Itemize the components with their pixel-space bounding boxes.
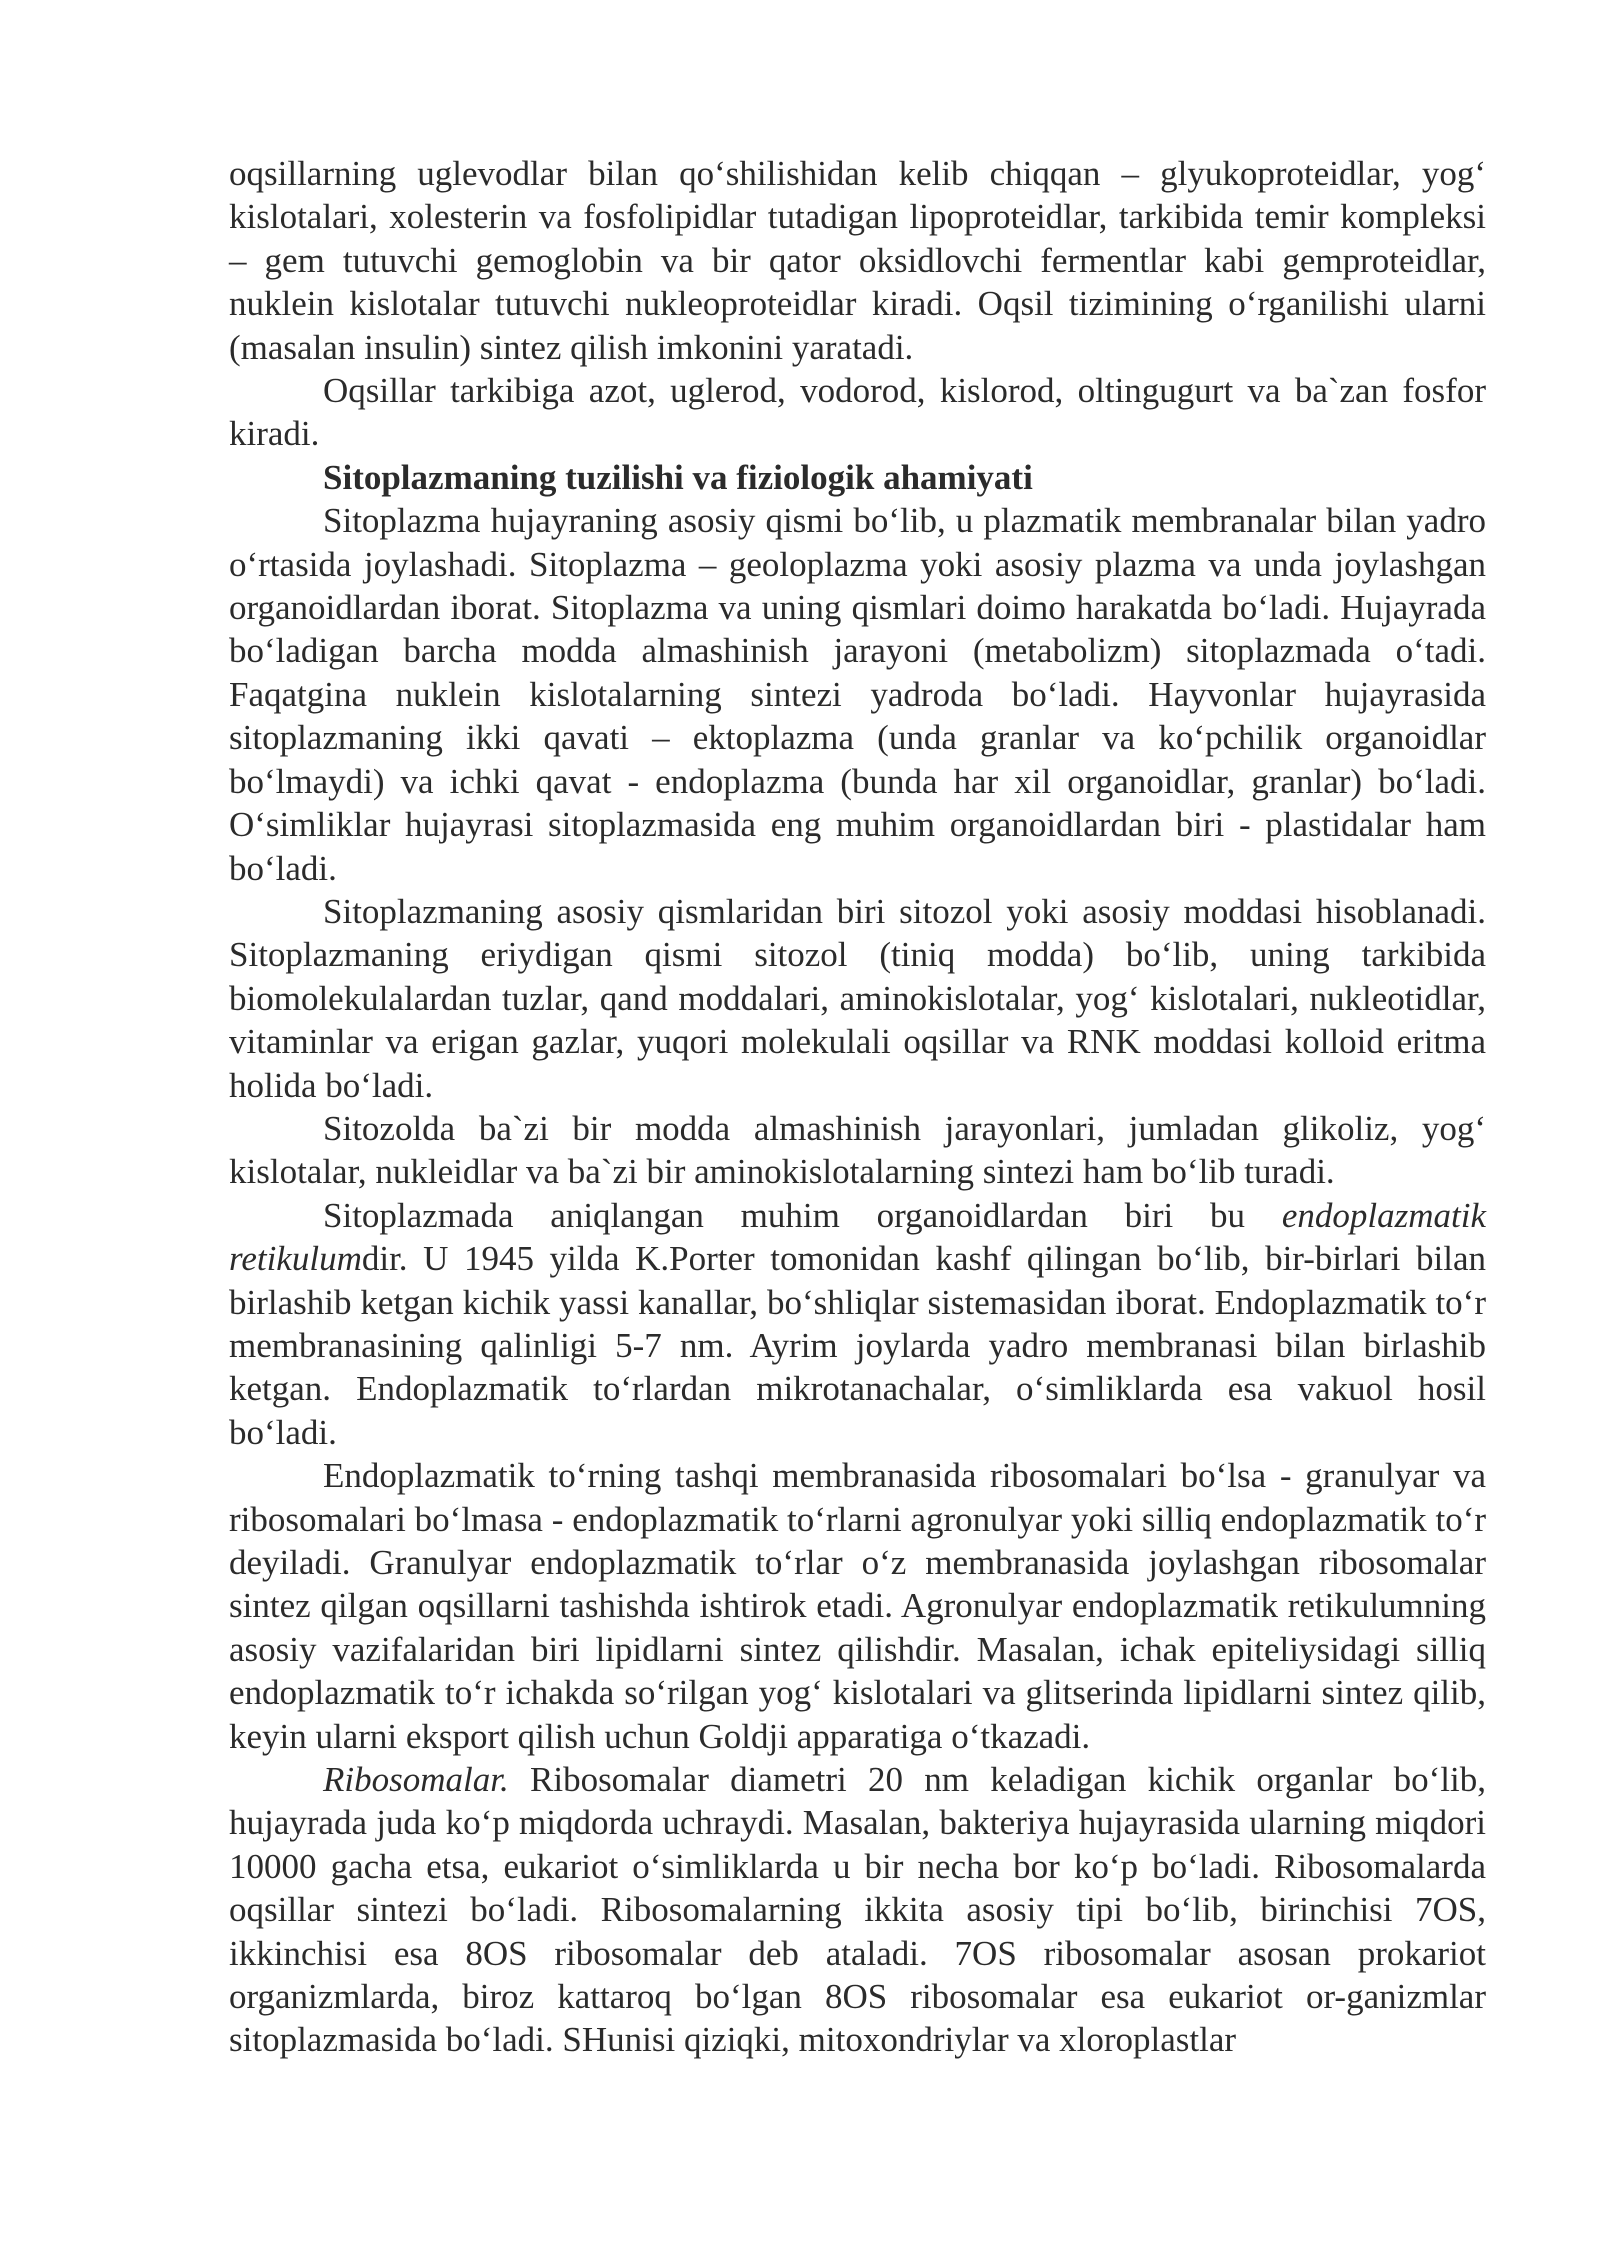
document-page bbox=[229, 152, 1486, 2062]
paragraph-ribosomes bbox=[229, 1758, 1486, 2062]
section-heading-cytoplasm: Sitoplazmaning tuzilishi va fiziologik ahamiyati bbox=[323, 457, 1033, 497]
paragraph-er-types: Endoplazmatik to‘rning tashqi membranasida ribosomalari bo‘lsa - granulyar va ribosomalari bo‘lmasa - endoplazmatik to‘rlarni agronulyar yoki silliq endoplazmatik to‘r deyiladi. Granulyar endoplazmatik to‘rlar o‘z membranasida joylashgan ribosomalar sintez qilgan oqsillarni tashishda ishtirok etadi. Agronulyar endoplazmatik retikulumning asosiy vazifalaridan biri lipidlarni sintez qilishdir. Masalan, ichak epiteliysidagi silliq endoplazmatik to‘r ichakda so‘rilgan yog‘ kislotalari va glitserinda lipidlarni sintez qilib, keyin ularni eksport qilish uchun Goldji apparatiga o‘tkazadi. bbox=[229, 1456, 1486, 1756]
er-intro-text: Sitoplazmada aniqlangan muhim organoidlardan biri bu bbox=[323, 1195, 1282, 1235]
ribosomes-body-text: Ribosomalar diametri 20 nm keladigan kichik organlar bo‘lib, hujayrada juda ko‘p miqdorda uchraydi. Masalan, bakteriya hujayrasida ularning miqdori 10000 gacha etsa, eukariot o‘simliklarda u bir necha bor ko‘p bo‘ladi. Ribosomalarda oqsillar sintezi bo‘ladi. Ribosomalarning ikkita asosiy tipi bo‘lib, birinchisi 7OS, ikkinchisi esa 8OS ribosomalar deb ataladi. 7OS ribosomalar asosan prokariot organizmlarda, biroz kattaroq bo‘lgan 8OS ribosomalar esa eukariot or-ganizmlar sitoplazmasida bo‘ladi. SHunisi qiziqki, mitoxondriylar va xloroplastlar bbox=[229, 1760, 1486, 2060]
paragraph-cytoplasm-structure: Sitoplazma hujayraning asosiy qismi bo‘lib, u plazmatik membranalar bilan yadro o‘rtasida joylashadi. Sitoplazma – geoloplazma yoki asosiy plazma va unda joylashgan organoidlardan iborat. Sitoplazma va uning qismlari doimo harakatda bo‘ladi. Hujayrada bo‘ladigan barcha modda almashinish jarayoni (metabolizm) sitoplazmada o‘tadi. Faqatgina nuklein kislotalarning sintezi yadroda bo‘ladi. Hayvonlar hujayrasida sitoplazmaning ikki qavati – ektoplazma (unda granlar va ko‘pchilik organoidlar bo‘lmaydi) va ichki qavat - endoplazma (bunda har xil organoidlar, granlar) bo‘ladi. O‘simliklar hujayrasi sitoplazmasida eng muhim organoidlardan biri - plastidalar ham bo‘ladi. bbox=[229, 501, 1486, 888]
ribosomes-term-italic: Ribosomalar. bbox=[323, 1760, 509, 1800]
paragraph-endoplasmic-reticulum bbox=[229, 1194, 1486, 1454]
paragraph-proteins-composition: Oqsillar tarkibiga azot, uglerod, vodorod, kislorod, oltingugurt va ba`zan fosfor kiradi. bbox=[229, 371, 1486, 454]
paragraph-cytosol-metabolism: Sitozolda ba`zi bir modda almashinish jarayonlari, jumladan glikoliz, yog‘ kislotalar, nukleidlar va ba`zi bir aminokislotalarning sintezi ham bo‘lib turadi. bbox=[229, 1108, 1486, 1192]
er-body-text: dir. U 1945 yilda K.Porter tomonidan kashf qilingan bo‘lib, bir-birlari bilan birlashib ketgan kichik yassi kanallar, bo‘shliqlar sistemasidan iborat. Endoplazmatik to‘r membranasining qalinligi 5-7 nm. Ayrim joylarda yadro membranasi bilan birlashib ketgan. Endoplazmatik to‘rlardan mikrotanachalar, o‘simliklarda esa vakuol hosil bo‘ladi. bbox=[229, 1239, 1486, 1452]
er-term-italic: endoplazmatik retikulum bbox=[229, 1195, 1486, 1279]
paragraph-proteins-types: oqsillarning uglevodlar bilan qo‘shilishidan kelib chiqqan – glyukoproteidlar, yog‘ kislotalari, xolesterin va fosfolipidlar tutadigan lipoproteidlar, tarkibida temir kompleksi – gem tutuvchi gemoglobin va bir qator oksidlovchi fermentlar kabi gemproteidlar, nuklein kislotalar tutuvchi nukleoproteidlar kiradi. Oqsil tizimining o‘rganilishi ularni (masalan insulin) sintez qilish imkonini yaratadi. bbox=[229, 154, 1486, 367]
paragraph-cytosol: Sitoplazmaning asosiy qismlaridan biri sitozol yoki asosiy moddasi hisoblanadi. Sitoplazmaning eriydigan qismi sitozol (tiniq modda) bo‘lib, uning tarkibida biomolekulalardan tuzlar, qand moddalari, aminokislotalar, yog‘ kislotalari, nukleotidlar, vitaminlar va erigan gazlar, yuqori molekulali oqsillar va RNK moddasi kolloid eritma holida bo‘ladi. bbox=[229, 891, 1486, 1105]
